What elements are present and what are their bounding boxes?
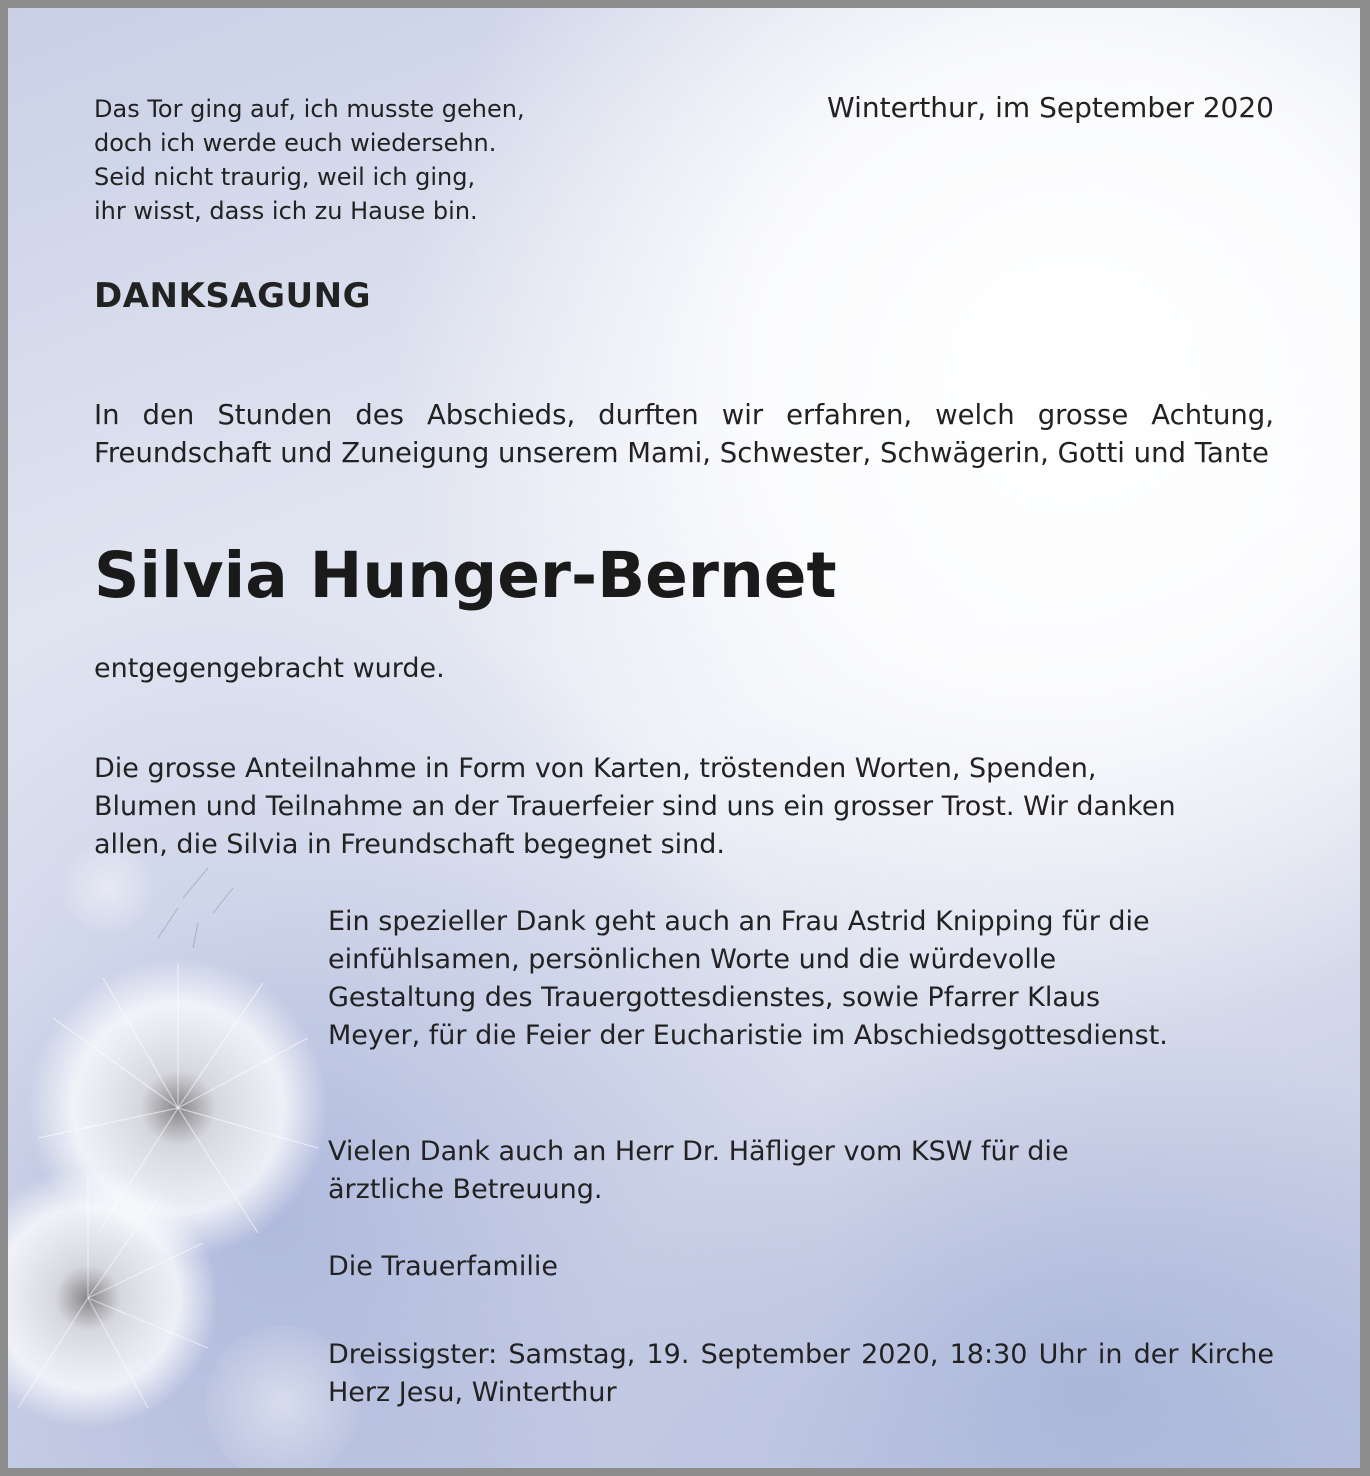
signoff: Die Trauerfamilie: [328, 1251, 558, 1282]
special-thanks-paragraph: Ein spezieller Dank geht auch an Frau Astrid Knipping für die einfühlsamen, persönlichen Worte und die würdevolle Gestaltung des Trauergottesdienstes, sowie Pfarrer Klaus Meyer, für die Feier der Eucharistie im Abschiedsgottesdienst.: [328, 906, 1168, 1051]
obituary-notice: [8, 8, 1360, 1468]
doctor-thanks-paragraph: Vielen Dank auch an Herr Dr. Häfliger vom KSW für die ärztliche Betreuung.: [328, 1136, 1069, 1205]
intro-paragraph: In den Stunden des Abschieds, durften wir erfahren, welch grosse Achtung, Freundschaft und Zuneigung unserem Mami, Schwester, Schwägerin, Gotti und Tante: [94, 399, 1274, 469]
sympathy-paragraph: Die grosse Anteilnahme in Form von Karten, tröstenden Worten, Spenden, Blumen und Teilnahme an der Trauerfeier sind uns ein grosser Trost. Wir danken allen, die Silvia in Freundschaft begegnet sind.: [94, 753, 1176, 860]
heading: DANKSAGUNG: [94, 276, 372, 316]
memorial-service-info: Dreissigster: Samstag, 19. September 2020, 18:30 Uhr in der Kirche Herz Jesu, Winterthur: [328, 1339, 1274, 1408]
deceased-name: Silvia Hunger-Bernet: [94, 539, 837, 612]
poem: Das Tor ging auf, ich musste gehen, doch ich werde euch wiedersehn. Seid nicht traurig, weil ich ging, ihr wisst, dass ich zu Hause bin.: [94, 95, 525, 225]
after-name-text: entgegengebracht wurde.: [94, 653, 445, 684]
dateline: Winterthur, im September 2020: [827, 91, 1274, 124]
